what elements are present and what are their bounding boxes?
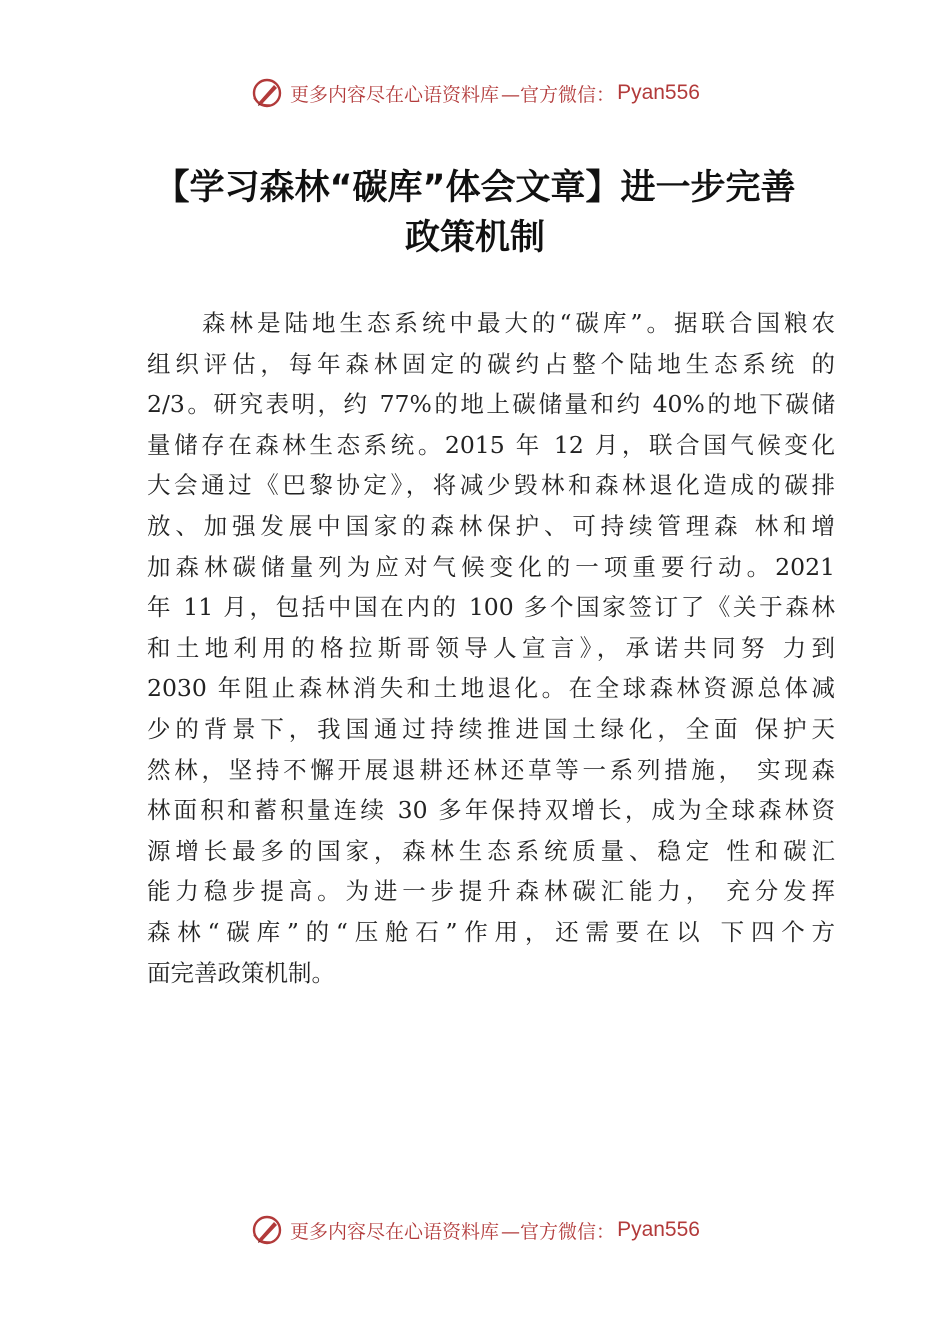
body-line: 然林，坚持不懈开展退耕还林还草等一系列措施， 实现森 [147, 755, 835, 784]
body-line: 和土地利用的格拉斯哥领导人宣言》，承诺共同努 力到 [147, 633, 835, 662]
header-watermark [0, 73, 950, 113]
body-line: 大会通过《巴黎协定》，将减少毁林和森林退化造成的碳排 [147, 471, 835, 500]
body-line: 年 11 月，包括中国在内的 100 多个国家签订了《关于森林 [147, 593, 835, 622]
body-line: 少的背景下，我国通过持续推进国土绿化，全面 保护天 [147, 714, 835, 743]
watermark-separator: —官方微信： [501, 83, 616, 106]
body-line: 林面积和蓄积量连续 30 多年保持双增长，成为全球森林资 [147, 796, 835, 825]
title-line: 【学习森林“碳库”体会文章】进一步完善 [154, 168, 796, 208]
body-line: 量储存在森林生态系统。2015 年 12 月，联合国气候变化 [147, 430, 835, 459]
watermark-wechat-id: Pyan556 [617, 81, 700, 104]
body-line: 森林“碳库”的“压舱石”作用，还需要在以 下四个方 [147, 917, 835, 946]
watermark-separator: —官方微信： [501, 1220, 616, 1243]
body-line: 面完善政策机制。 [147, 958, 335, 987]
body-line: 加森林碳储量列为应对气候变化的一项重要行动。2021 [147, 552, 835, 581]
body-line: 放、加强发展中国家的森林保护、可持续管理森 林和增 [147, 511, 835, 540]
document-title [110, 163, 840, 263]
body-paragraph [147, 303, 835, 993]
body-line: 源增长最多的国家，森林生态系统质量、稳定 性和碳汇 [147, 836, 835, 865]
body-line: 森林是陆地生态系统中最大的“碳库”。据联合国粮农 [202, 309, 835, 337]
title-line: 政策机制 [404, 218, 545, 258]
footer-watermark [0, 1210, 950, 1250]
body-line: 能力稳步提高。为进一步提升森林碳汇能力， 充分发挥 [147, 877, 835, 906]
body-line: 2030 年阻止森林消失和土地退化。在全球森林资源总体减 [147, 674, 835, 703]
pen-logo-icon [250, 1213, 284, 1247]
watermark-wechat-id: Pyan556 [617, 1218, 700, 1241]
watermark-text: 更多内容尽在心语资料库 [290, 1220, 500, 1243]
body-line: 2/3。研究表明，约 77%的地上碳储量和约 40%的地下碳储 [147, 390, 835, 419]
pen-logo-icon [250, 76, 284, 110]
watermark-text: 更多内容尽在心语资料库 [290, 83, 500, 106]
body-line: 组织评估，每年森林固定的碳约占整个陆地生态系统 的 [147, 349, 835, 378]
